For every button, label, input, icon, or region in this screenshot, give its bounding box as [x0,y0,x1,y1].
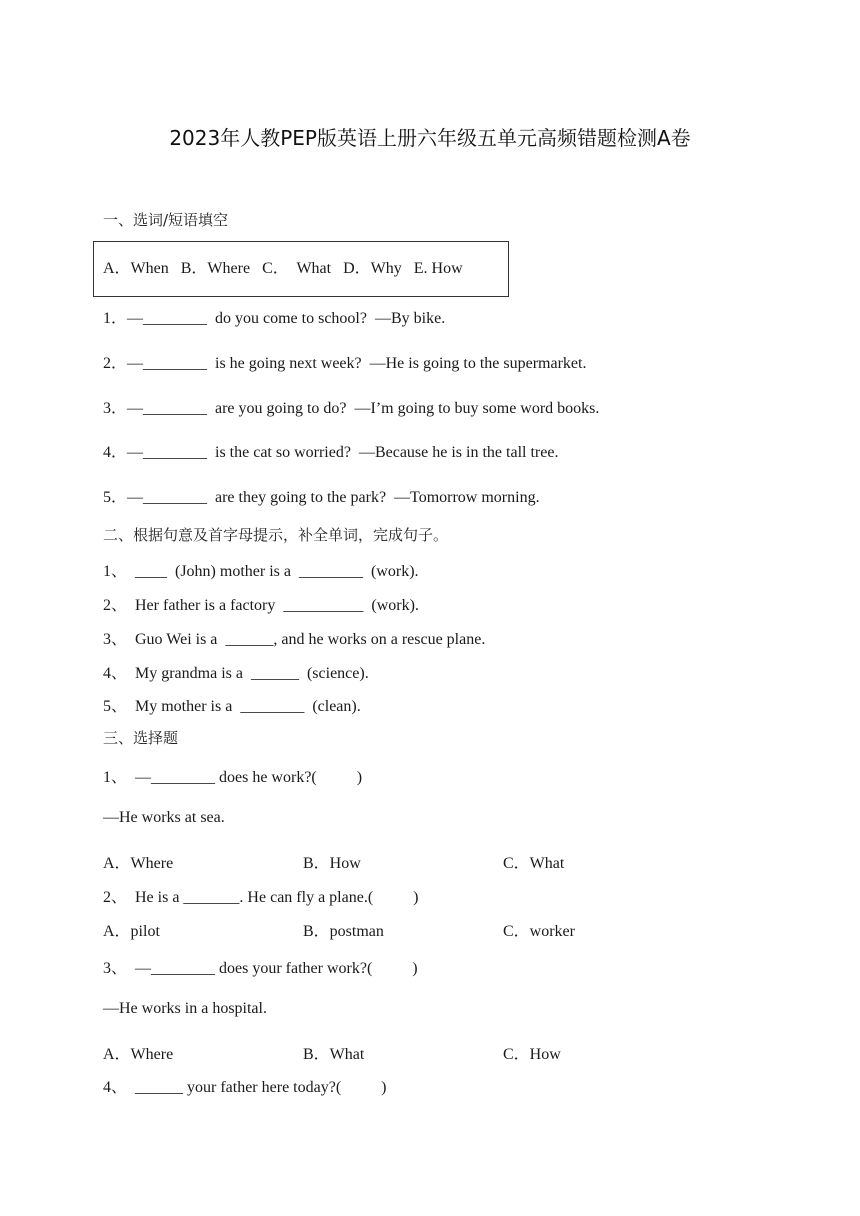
s3-q3-option-b: B．What [303,1046,365,1063]
s2-item-1: 1、 ____ (John) mother is a ________ (work). [103,563,419,580]
s2-item-2: 2、 Her father is a factory __________ (work). [103,597,419,614]
s1-item-5: 5．—________ are they going to the park? —Tomorrow morning. [103,489,540,506]
s3-q1-answer-line: —He works at sea. [103,809,225,826]
s2-item-4: 4、 My grandma is a ______ (science). [103,665,369,682]
s1-item-2: 2．—________ is he going next week? —He is going to the supermarket. [103,355,587,372]
page-title: 2023年人教PEP版英语上册六年级五单元高频错题检测A卷 [169,126,691,150]
s1-item-4: 4．—________ is the cat so worried? —Because he is in the tall tree. [103,444,559,461]
s3-q2-option-c: C．worker [503,923,575,940]
s3-q1-option-c: C．What [503,855,565,872]
s3-q3-answer-line: —He works in a hospital. [103,1000,267,1017]
word-box [93,241,509,297]
s3-q2-option-b: B．postman [303,923,384,940]
s3-q4-stem: 4、 ______ your father here today?( ) [103,1079,387,1096]
s3-q1-stem: 1、 —________ does he work?( ) [103,769,363,786]
s3-q3-option-c: C．How [503,1046,561,1063]
word-box-options: A．When B．Where C． What D．Why E. How [103,260,463,277]
s3-q2-option-a: A．pilot [103,923,160,940]
s1-item-3: 3．—________ are you going to do? —I’m going to buy some word books. [103,400,600,417]
section1-heading: 一、选词/短语填空 [103,211,229,229]
section3-heading: 三、选择题 [103,729,179,747]
s3-q3-stem: 3、 —________ does your father work?( ) [103,960,418,977]
s1-item-1: 1．—________ do you come to school? —By bike. [103,310,446,327]
section2-heading: 二、根据句意及首字母提示，补全单词，完成句子。 [103,526,449,544]
s3-q2-stem: 2、 He is a _______. He can fly a plane.( ) [103,889,419,906]
s3-q1-option-a: A．Where [103,855,174,872]
s3-q1-option-b: B．How [303,855,361,872]
s3-q3-option-a: A．Where [103,1046,174,1063]
s2-item-3: 3、 Guo Wei is a ______, and he works on a rescue plane. [103,631,486,648]
s2-item-5: 5、 My mother is a ________ (clean). [103,698,361,715]
